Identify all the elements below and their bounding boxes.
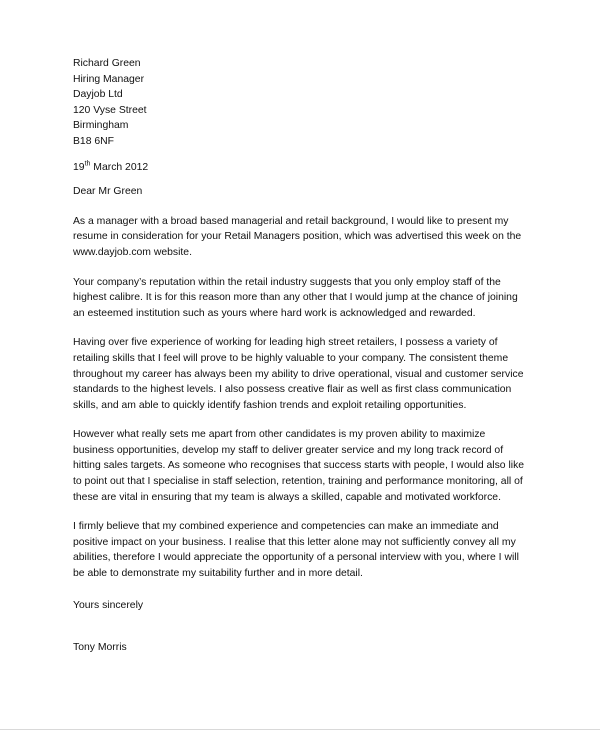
recipient-company: Dayjob Ltd — [73, 89, 123, 101]
date-day: 19 — [73, 161, 85, 173]
date-month-year: March 2012 — [90, 161, 149, 173]
paragraph-conclusion: I firmly believe that my combined experience and competencies can make an immediate and positive impact on your business. I realise that this letter alone may not sufficiently convey all my abilities, therefore I would appreciate the opportunity of a personal interview with you, where I will be able to demonstrate my suitability further and in more detail. — [73, 521, 519, 580]
recipient-title: Hiring Manager — [73, 73, 145, 85]
paragraph-experience: Having over five experience of working for leading high street retailers, I possess a variety of retailing skills that I feel will prove to be highly valuable to your company. The consistent theme throughout my career has always been my ability to drive operational, visual and customer service standards to the highest levels. I also possess creative flair as well as first class communication skills, and am able to quickly identify fashion trends and exploit retailing opportunities. — [73, 337, 524, 411]
paragraph-company-reputation: Your company’s reputation within the retail industry suggests that you only employ staff of the highest calibre. It is for this reason more than any other that I would jump at the chance of joining an esteemed institution such as yours where hard work is acknowledged and rewarded. — [73, 276, 518, 319]
salutation: Dear Mr Green — [73, 186, 143, 198]
date-suffix: th — [84, 160, 91, 168]
recipient-city: Birmingham — [73, 120, 129, 132]
letter-date — [73, 160, 528, 176]
paragraph-differentiators: However what really sets me apart from other candidates is my proven ability to maximize business opportunities, develop my staff to deliver greater service and my long track record of hitting sales targets. As someone who recognises that success starts with people, I would also like to point out that I specialise in staff selection, retention, training and performance monitoring, all of these are vital in ensuring that my team is always a skilled, capable and motivated workforce. — [73, 429, 525, 503]
recipient-name: Richard Green — [73, 58, 141, 69]
recipient-postcode: B18 6NF — [73, 135, 115, 147]
recipient-address — [73, 56, 528, 150]
recipient-street: 120 Vyse Street — [73, 104, 147, 116]
signature-name: Tony Morris — [73, 642, 127, 654]
closing: Yours sincerely — [73, 599, 144, 611]
cover-letter — [73, 56, 528, 656]
paragraph-introduction: As a manager with a broad based managerial and retail background, I would like to present my resume in consideration for your Retail Managers position, which was advertised this week on the www.dayjob.com website. — [73, 215, 522, 258]
